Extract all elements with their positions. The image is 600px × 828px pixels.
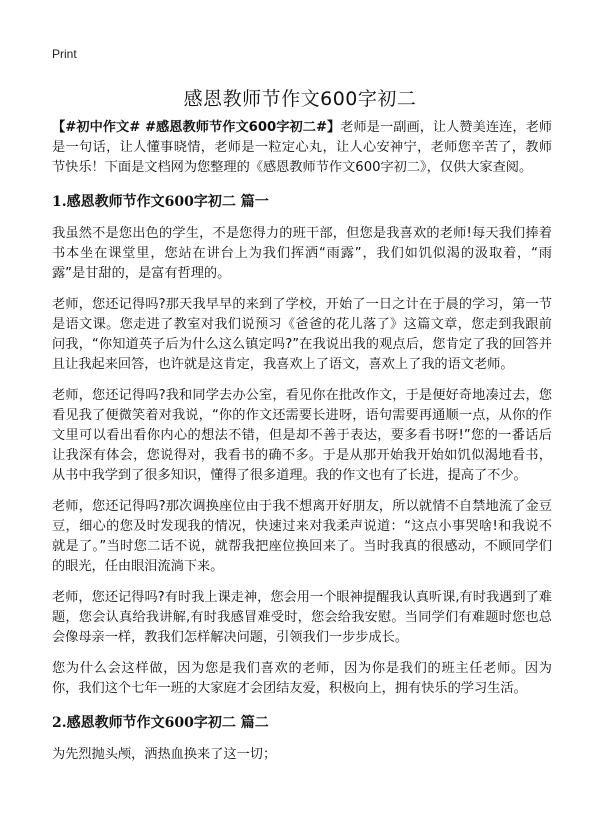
intro-paragraph (52, 118, 552, 178)
article-body (52, 118, 552, 776)
section-heading-2: 2.感恩教师节作文600字初二 篇二 (52, 715, 269, 731)
intro-tags[interactable]: 【#初中作文# #感恩教师节作文600字初二#】 (52, 120, 341, 135)
paragraph: 老师，您还记得吗?那次调换座位由于我不想离开好朋友，所以就情不自禁地流了金豆豆，细心的您及时发现我的情况，快速过来对我柔声说道：“这点小事哭啥!和我说不就是了。”当时您二话不说，就帮我把座位换回来了。当时我真的很感动，不顾同学们的眼光，任由眼泪流淌下来。 (52, 499, 552, 574)
paragraph: 老师，您还记得吗?那天我早早的来到了学校，开始了一日之计在于晨的学习，第一节是语文课。您走进了教室对我们说预习《爸爸的花儿落了》这篇文章，您走到我跟前问我，“你知道英子后为什么这么镇定吗?”在我说出我的观点后，您肯定了我的回答并且让我起来回答，也许就是这肯定，我喜欢上了语文，喜欢上了我的语文老师。 (52, 297, 552, 372)
paragraph: 老师，您还记得吗?有时我上课走神，您会用一个眼神提醒我认真听课,有时我遇到了难题，您会认真给我讲解,有时我感冒难受时，您会给我安慰。当同学们有难题时您也总会像母亲一样，教我们怎样解决问题，引领我们一步步成长。 (52, 590, 552, 645)
section-heading-1: 1.感恩教师节作文600字初二 篇一 (52, 194, 269, 210)
page-title: 感恩教师节作文600字初二 (183, 88, 417, 110)
intro-text: 老师是一副画，让人赞美连连，老师是一句话，让人懂事晓情，老师是一粒定心丸，让人心安神宁，老师您辛苦了，教师节快乐！下面是文档网为您整理的《感恩教师节作文600字初二》，仅供大家查阅。 (52, 120, 552, 175)
paragraph: 老师，您还记得吗?我和同学去办公室，看见你在批改作文，于是便好奇地凑过去，您看见我了便微笑着对我说，“你的作文还需要长进呀，语句需要再通顺一点，从你的作文里可以看出看你内心的想法不错，但是却不善于表达，要多看书呀!”您的一番话后让我深有体会，您说得对，我看书的确不多。于是从那开始我开始如饥似渴地看书，从书中我学到了很多知识，懂得了很多道理。我的作文也有了长进，提高了不少。 (52, 388, 552, 483)
paragraph: 您为什么会这样做，因为您是我们喜欢的老师，因为你是我们的班主任老师。因为你，我们这个七年一班的大家庭才会团结友爱，积极向上，拥有快乐的学习生活。 (52, 661, 552, 696)
paragraph: 为先烈抛头颅，洒热血换来了这一切； (52, 747, 277, 762)
print-link[interactable]: Print (52, 47, 77, 61)
paragraph: 我虽然不是您出色的学生，不是您得力的班干部，但您是我喜欢的老师!每天我们捧着书本坐在课堂里，您站在讲台上为我们挥洒“雨露”，我们如饥似渴的汲取着，“雨露”是甘甜的，是富有哲理的。 (52, 226, 552, 281)
